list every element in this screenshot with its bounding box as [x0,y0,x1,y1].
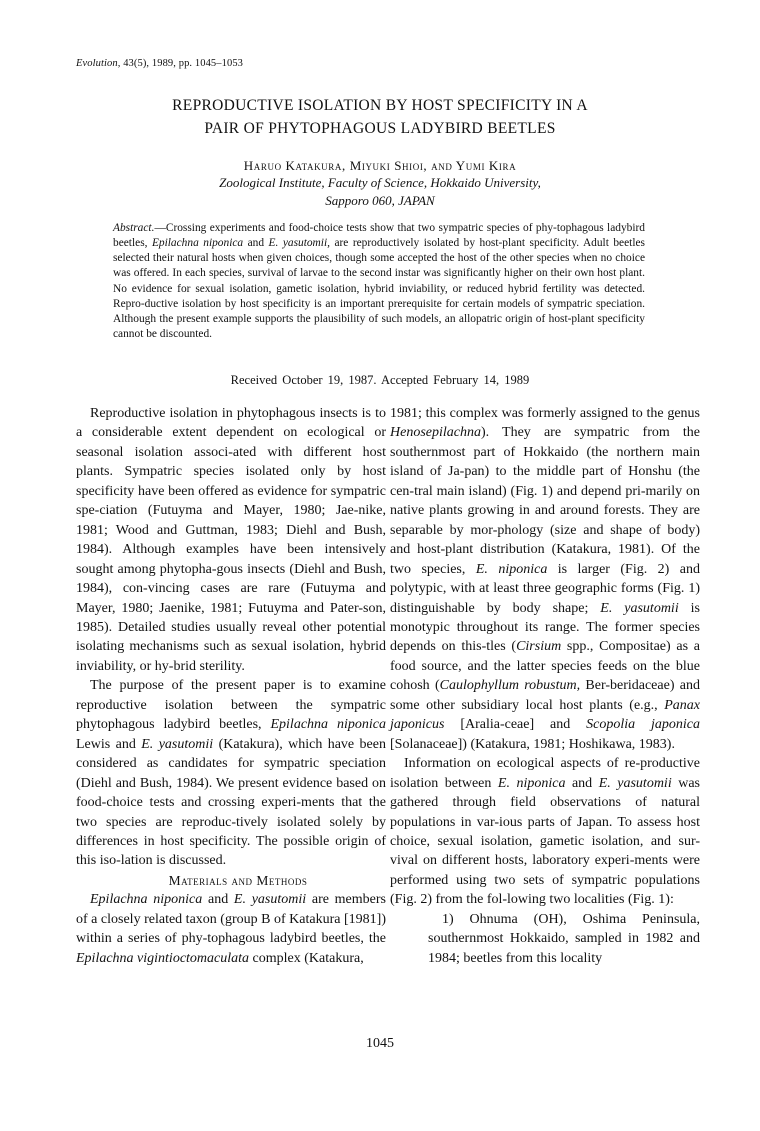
species-name: Caulophyllum robustum, [439,678,581,694]
species-name: Epilachna niponica [270,717,386,733]
received-dates: Received October 19, 1987. Accepted February 14, 1989 [230,373,530,387]
paragraph [390,404,700,754]
text-run: complex (Katakura, [249,950,364,966]
text-run: are members of a closely related taxon (group B of Katakura [1981]) within a series of phy-tophagous ladybird beetles, the [76,892,386,947]
species-name: E. yasutomii [598,775,672,791]
affiliation-line-1: Zoological Institute, Faculty of Science, Hokkaido University, [219,175,541,190]
abstract-label: Abstract. [113,222,155,234]
genus-name: Cirsium [516,639,562,655]
text-run: Information on ecological aspects of re-productive isolation between [390,756,700,791]
paragraph [390,754,700,910]
species-name: Panax japonicus [390,697,700,733]
text-run: was gathered through field observations of natural populations in var-ious parts of Japan. To assess host choice, sexual isolation, gametic isolation, and sur-vival on different hosts, laboratory experi-ments were performed using two sets of sympatric populations (Fig. 2) from the fol-lowing two localities (Fig. 1): [390,775,701,908]
paragraph [76,676,386,871]
left-column [76,404,386,968]
abstract-text-b: are reproductively isolated by host-plant specificity. Adult beetles selected their natural hosts when given choices, though some accepted the host of the other species when no choice was offered. In each species, survival of larvae to the second instar was significantly higher on their own host plant. No evidence for sexual isolation, gametic isolation, hybrid inviability, or reduced hybrid fertility was detected. Repro-ductive isolation by host specificity is an important prerequisite for certain models of sympatric speciation. Although the present example supports the plausibility of such models, an allopatric origin of host-plant specificity cannot be discounted. [113,237,645,341]
abstract-text-a: —Crossing experiments and food-choice tests show that two sympatric species of phy-tophagous ladybird beetles, [113,222,645,250]
abstract-and: and [243,237,269,250]
journal-citation [76,58,243,69]
text-run: is larger (Fig. 2) and polytypic, with at least three geographic forms (Fig. 1) distinguishable by body shape; [390,561,700,616]
affiliation-line-2: Sapporo 060, JAPAN [325,193,435,208]
text-run: The purpose of the present paper is to examine reproductive isolation between the sympatric phytophagous ladybird beetles, [76,678,386,733]
species-name: E. yasutomii [141,736,214,752]
species-name: Epilachna vigintioctomaculata [76,950,250,966]
section-heading: Materials and Methods [168,872,308,888]
text-run: spp., Compositae) as a food source, and the latter species feeds on the blue cohosh ( [390,639,701,694]
text-run: 1981; this complex was formerly assigned to the genus [390,406,700,421]
text-run: (Katakura), which have been considered as candidates for sympatric speciation (Diehl and Bush, 1984). We present evidence based on food-choice tests and crossing experi-ments that the two species are reproduc-tively isolated solely by differences in host specificity. The possible origin of this iso-lation is discussed. [76,736,386,869]
text-run: [Solanaceae]) (Katakura, 1981; Hoshikawa, 1983). [390,736,675,752]
title-line-1: REPRODUCTIVE ISOLATION BY HOST SPECIFICITY IN A [172,97,588,114]
title-line-2: PAIR OF PHYTOPHAGOUS LADYBIRD BEETLES [204,120,556,137]
text-run: is monotypic throughout its range. The former species depends on this-tles ( [390,600,700,655]
paragraph [76,890,386,968]
abstract [113,221,645,342]
citation-details: 43(5), 1989, pp. 1045–1053 [123,58,244,69]
list-item: 1) Ohnuma (OH), Oshima Peninsula, southernmost Hokkaido, sampled in 1982 and 1984; beetles from this locality [428,911,700,966]
species-name: E. niponica [497,775,566,791]
species-name: E. yasutomii [233,892,307,908]
species-name: E. yasutomii [600,600,679,616]
paragraph: Reproductive isolation in phytophagous insects is to a considerable extent dependent on ecological or seasonal isolation associ-ated with different host plants. Sympatric species isolated only by host specificity have been offered as evidence for sympatric spe-ciation (Futuyma and Mayer, 1980; Jae-nike, 1981; Wood and Guttman, 1983; Diehl and Bush, 1984). Although examples have been intensively sought among phytopha-gous insects (Diehl and Bush, 1984), con-vincing cases are rare (Futuyma and Mayer, 1980; Jaenike, 1981; Futuyma and Pater-son, 1985). Detailed studies usually reveal other potential isolating mechanisms such as sexual isolation, hybrid inviability, or hy-brid sterility. [76,406,386,674]
species-name: E. yasutomii, [268,237,330,250]
text-run: Ber-beridaceae) and some other subsidiary local host plants (e.g., [390,678,700,713]
affiliation [100,174,660,210]
species-name: E. niponica [475,561,548,577]
species-name: Epilachna niponica [151,237,244,250]
author-list: Haruo Katakura, Miyuki Shioi, and Yumi Kira [243,158,517,173]
text-run: and [565,775,599,791]
text-run: Lewis and [76,736,142,752]
genus-name: Henosepilachna [390,425,481,441]
text-run: and [202,892,234,908]
paper-title [100,94,660,140]
journal-name: Evolution, [76,58,121,69]
right-column [390,404,700,968]
text-run: [Aralia-ceae] and [444,717,587,733]
species-name: Scopolia japonica [586,717,700,733]
page-number: 1045 [366,1036,394,1051]
text-run: ). They are sympatric from the southernmost part of Hokkaido (the northern main island of Ja-pan) to the middle part of Honshu (the cen-tral main island) (Fig. 1) and depend pri-marily on native plants growing in and around forests. They are separable by mor-phology (size and shape of body) and host-plant distribution (Katakura, 1981). Of the two species, [390,425,700,577]
species-name: Epilachna niponica [90,892,203,908]
